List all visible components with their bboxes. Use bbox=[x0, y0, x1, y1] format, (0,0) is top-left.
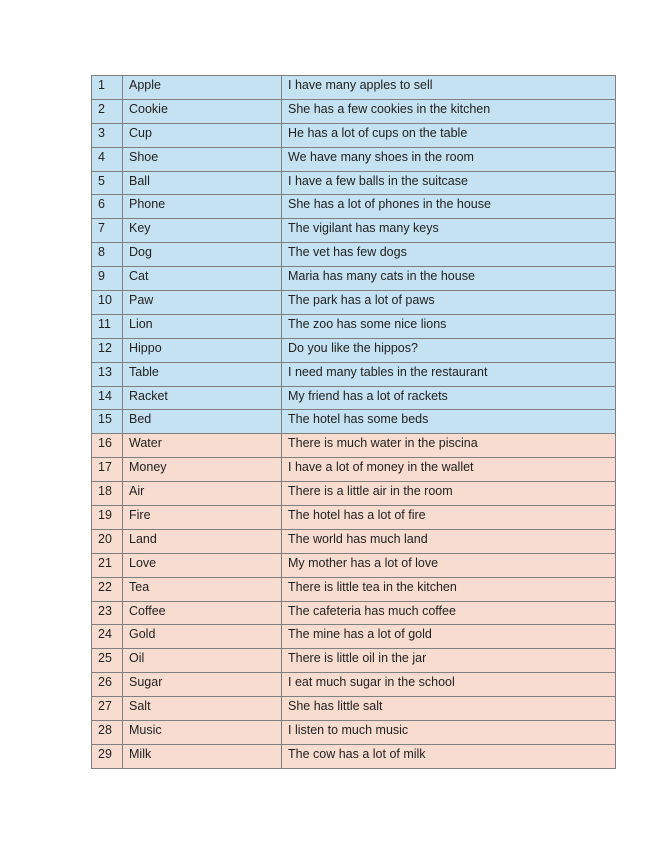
example-sentence-cell: The world has much land bbox=[282, 529, 616, 553]
table-row bbox=[92, 673, 616, 697]
word-cell: Bed bbox=[123, 410, 282, 434]
example-sentence-cell: The park has a lot of paws bbox=[282, 291, 616, 315]
row-number-cell: 16 bbox=[92, 434, 123, 458]
table-row bbox=[92, 314, 616, 338]
row-number-cell: 24 bbox=[92, 625, 123, 649]
example-sentence-cell: Maria has many cats in the house bbox=[282, 267, 616, 291]
vocabulary-table bbox=[91, 75, 616, 769]
example-sentence-cell: I need many tables in the restaurant bbox=[282, 362, 616, 386]
word-cell: Shoe bbox=[123, 147, 282, 171]
row-number-cell: 11 bbox=[92, 314, 123, 338]
table-row bbox=[92, 506, 616, 530]
row-number-cell: 22 bbox=[92, 577, 123, 601]
table-row bbox=[92, 386, 616, 410]
example-sentence-cell: My friend has a lot of rackets bbox=[282, 386, 616, 410]
table-row bbox=[92, 625, 616, 649]
word-cell: Ball bbox=[123, 171, 282, 195]
example-sentence-cell: She has a few cookies in the kitchen bbox=[282, 99, 616, 123]
vocabulary-table-body bbox=[92, 76, 616, 769]
example-sentence-cell: There is little tea in the kitchen bbox=[282, 577, 616, 601]
example-sentence-cell: Do you like the hippos? bbox=[282, 338, 616, 362]
row-number-cell: 25 bbox=[92, 649, 123, 673]
example-sentence-cell: The vet has few dogs bbox=[282, 243, 616, 267]
word-cell: Phone bbox=[123, 195, 282, 219]
example-sentence-cell: The zoo has some nice lions bbox=[282, 314, 616, 338]
table-row bbox=[92, 482, 616, 506]
table-row bbox=[92, 410, 616, 434]
row-number-cell: 26 bbox=[92, 673, 123, 697]
word-cell: Cat bbox=[123, 267, 282, 291]
word-cell: Music bbox=[123, 721, 282, 745]
example-sentence-cell: She has a lot of phones in the house bbox=[282, 195, 616, 219]
example-sentence-cell: I eat much sugar in the school bbox=[282, 673, 616, 697]
row-number-cell: 7 bbox=[92, 219, 123, 243]
table-row bbox=[92, 76, 616, 100]
table-row bbox=[92, 649, 616, 673]
row-number-cell: 23 bbox=[92, 601, 123, 625]
example-sentence-cell: She has little salt bbox=[282, 697, 616, 721]
table-row bbox=[92, 219, 616, 243]
word-cell: Hippo bbox=[123, 338, 282, 362]
row-number-cell: 4 bbox=[92, 147, 123, 171]
example-sentence-cell: There is a little air in the room bbox=[282, 482, 616, 506]
row-number-cell: 17 bbox=[92, 458, 123, 482]
word-cell: Salt bbox=[123, 697, 282, 721]
row-number-cell: 21 bbox=[92, 553, 123, 577]
table-row bbox=[92, 243, 616, 267]
example-sentence-cell: The hotel has some beds bbox=[282, 410, 616, 434]
word-cell: Gold bbox=[123, 625, 282, 649]
word-cell: Cup bbox=[123, 123, 282, 147]
example-sentence-cell: There is much water in the piscina bbox=[282, 434, 616, 458]
example-sentence-cell: He has a lot of cups on the table bbox=[282, 123, 616, 147]
table-row bbox=[92, 123, 616, 147]
example-sentence-cell: The mine has a lot of gold bbox=[282, 625, 616, 649]
row-number-cell: 6 bbox=[92, 195, 123, 219]
table-row bbox=[92, 601, 616, 625]
word-cell: Fire bbox=[123, 506, 282, 530]
example-sentence-cell: The hotel has a lot of fire bbox=[282, 506, 616, 530]
example-sentence-cell: I have many apples to sell bbox=[282, 76, 616, 100]
row-number-cell: 2 bbox=[92, 99, 123, 123]
table-row bbox=[92, 338, 616, 362]
word-cell: Table bbox=[123, 362, 282, 386]
row-number-cell: 14 bbox=[92, 386, 123, 410]
word-cell: Tea bbox=[123, 577, 282, 601]
word-cell: Oil bbox=[123, 649, 282, 673]
word-cell: Apple bbox=[123, 76, 282, 100]
table-row bbox=[92, 529, 616, 553]
row-number-cell: 1 bbox=[92, 76, 123, 100]
word-cell: Key bbox=[123, 219, 282, 243]
table-row bbox=[92, 458, 616, 482]
row-number-cell: 10 bbox=[92, 291, 123, 315]
table-row bbox=[92, 577, 616, 601]
table-row bbox=[92, 99, 616, 123]
word-cell: Love bbox=[123, 553, 282, 577]
example-sentence-cell: The vigilant has many keys bbox=[282, 219, 616, 243]
row-number-cell: 5 bbox=[92, 171, 123, 195]
example-sentence-cell: My mother has a lot of love bbox=[282, 553, 616, 577]
table-row bbox=[92, 362, 616, 386]
table-row bbox=[92, 267, 616, 291]
row-number-cell: 3 bbox=[92, 123, 123, 147]
row-number-cell: 12 bbox=[92, 338, 123, 362]
word-cell: Water bbox=[123, 434, 282, 458]
row-number-cell: 8 bbox=[92, 243, 123, 267]
table-row bbox=[92, 721, 616, 745]
example-sentence-cell: The cafeteria has much coffee bbox=[282, 601, 616, 625]
table-row bbox=[92, 291, 616, 315]
table-row bbox=[92, 171, 616, 195]
example-sentence-cell: I listen to much music bbox=[282, 721, 616, 745]
table-row bbox=[92, 553, 616, 577]
table-row bbox=[92, 744, 616, 768]
example-sentence-cell: The cow has a lot of milk bbox=[282, 744, 616, 768]
word-cell: Sugar bbox=[123, 673, 282, 697]
row-number-cell: 18 bbox=[92, 482, 123, 506]
word-cell: Air bbox=[123, 482, 282, 506]
table-row bbox=[92, 697, 616, 721]
word-cell: Milk bbox=[123, 744, 282, 768]
row-number-cell: 9 bbox=[92, 267, 123, 291]
row-number-cell: 20 bbox=[92, 529, 123, 553]
row-number-cell: 28 bbox=[92, 721, 123, 745]
word-cell: Money bbox=[123, 458, 282, 482]
word-cell: Coffee bbox=[123, 601, 282, 625]
row-number-cell: 19 bbox=[92, 506, 123, 530]
example-sentence-cell: We have many shoes in the room bbox=[282, 147, 616, 171]
word-cell: Land bbox=[123, 529, 282, 553]
row-number-cell: 15 bbox=[92, 410, 123, 434]
table-row bbox=[92, 434, 616, 458]
word-cell: Lion bbox=[123, 314, 282, 338]
word-cell: Dog bbox=[123, 243, 282, 267]
word-cell: Cookie bbox=[123, 99, 282, 123]
word-cell: Paw bbox=[123, 291, 282, 315]
table-row bbox=[92, 147, 616, 171]
example-sentence-cell: There is little oil in the jar bbox=[282, 649, 616, 673]
row-number-cell: 27 bbox=[92, 697, 123, 721]
row-number-cell: 13 bbox=[92, 362, 123, 386]
example-sentence-cell: I have a lot of money in the wallet bbox=[282, 458, 616, 482]
row-number-cell: 29 bbox=[92, 744, 123, 768]
example-sentence-cell: I have a few balls in the suitcase bbox=[282, 171, 616, 195]
word-cell: Racket bbox=[123, 386, 282, 410]
table-row bbox=[92, 195, 616, 219]
